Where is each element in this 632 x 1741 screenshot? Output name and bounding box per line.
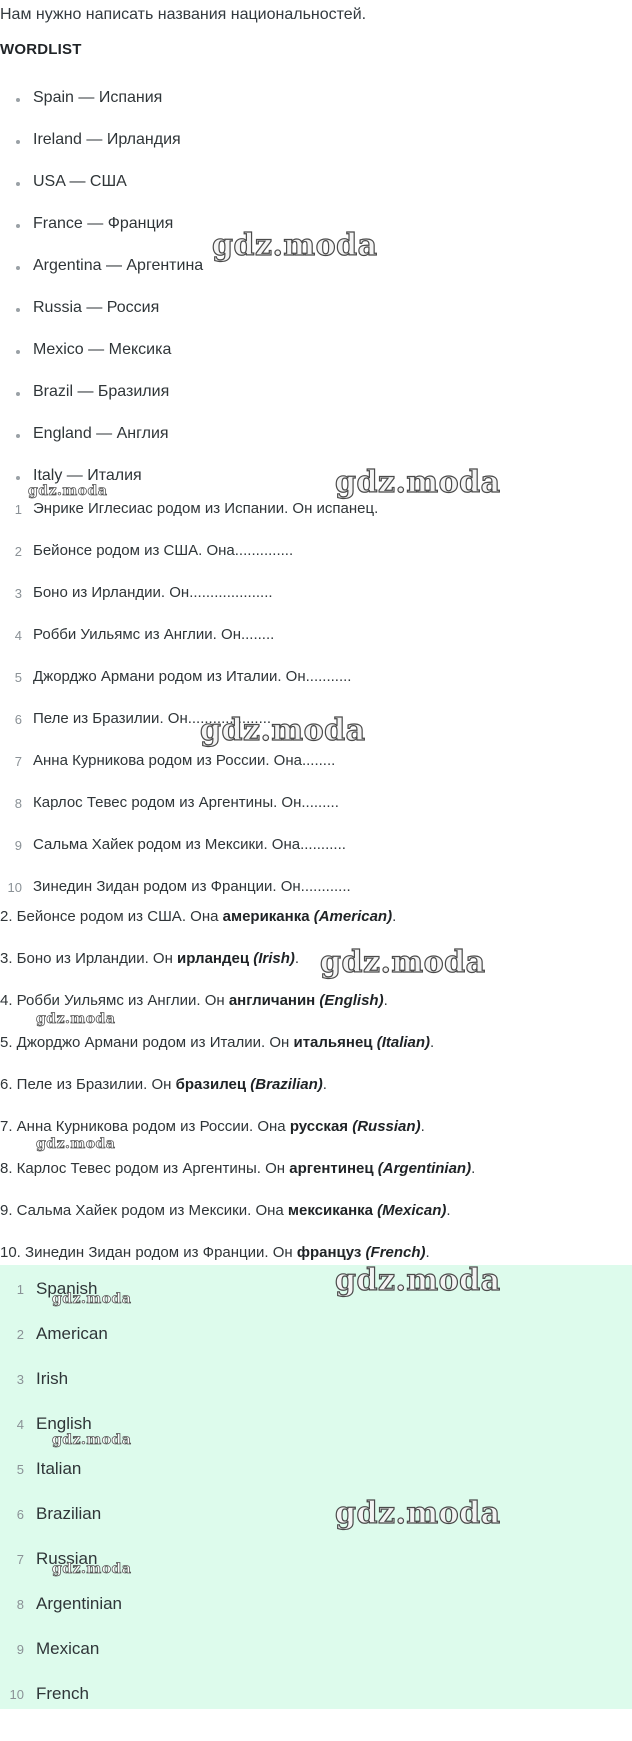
bullet (16, 476, 20, 480)
question-number: 5 (14, 670, 22, 685)
bullet (16, 182, 20, 186)
watermark: gdz.moda (212, 228, 378, 263)
question-number: 10 (7, 880, 22, 895)
key-number: 3 (16, 1372, 24, 1387)
watermark: gdz.moda (335, 465, 501, 500)
answer-line: 5. Джорджо Армани родом из Италии. Он итальянец (Italian). (0, 1034, 435, 1051)
bullet (16, 266, 20, 270)
watermark: gdz.moda (335, 1263, 501, 1298)
key-item: Spanish (36, 1279, 98, 1298)
wordlist-item: France — Франция (33, 215, 174, 232)
wordlist-item: Italy — Италия (33, 467, 142, 484)
bullet (16, 350, 20, 354)
question-number: 7 (14, 754, 22, 769)
key-item: Italian (36, 1459, 82, 1478)
key-item: American (36, 1324, 108, 1343)
watermark: gdz.moda (52, 1432, 132, 1448)
question-number: 6 (14, 712, 22, 727)
key-number: 7 (16, 1552, 24, 1567)
watermark: gdz.moda (28, 483, 108, 499)
watermark: gdz.moda (52, 1291, 132, 1307)
wordlist-item: Russia — Россия (33, 299, 160, 316)
key-number: 6 (16, 1507, 24, 1522)
intro-text: Нам нужно написать названия национальностей. (0, 6, 367, 23)
question-text: Робби Уильямс из Англии. Он........ (33, 626, 275, 643)
question-number: 9 (14, 838, 22, 853)
watermark: gdz.moda (36, 1136, 116, 1152)
watermark: gdz.moda (36, 1011, 116, 1027)
key-number: 10 (9, 1687, 24, 1702)
wordlist-title: WORDLIST (0, 41, 82, 58)
bullet (16, 308, 20, 312)
key-item: Argentinian (36, 1594, 123, 1613)
answer-line: 7. Анна Курникова родом из России. Она русская (Russian). (0, 1118, 425, 1135)
answer-line: 8. Карлос Тевес родом из Аргентины. Он аргентинец (Argentinian). (0, 1160, 476, 1177)
bullet (16, 434, 20, 438)
watermark: gdz.moda (200, 713, 366, 748)
bullet (16, 140, 20, 144)
answer-key-panel (0, 1265, 632, 1709)
key-item: Mexican (36, 1639, 100, 1658)
answer-line: 4. Робби Уильямс из Англии. Он англичанин (English). (0, 992, 388, 1009)
bullet (16, 98, 20, 102)
bullet (16, 224, 20, 228)
watermark: gdz.moda (52, 1561, 132, 1577)
wordlist-item: Spain — Испания (33, 89, 163, 106)
answer-line: 6. Пеле из Бразилии. Он бразилец (Brazilian). (0, 1076, 327, 1093)
watermark: gdz.moda (335, 1496, 501, 1531)
key-item: Brazilian (36, 1504, 102, 1523)
answer-line: 9. Сальма Хайек родом из Мексики. Она мексиканка (Mexican). (0, 1202, 451, 1219)
bullet (16, 392, 20, 396)
question-text: Энрике Иглесиас родом из Испании. Он испанец. (33, 500, 379, 517)
key-item: Irish (36, 1369, 69, 1388)
key-item: Russian (36, 1549, 98, 1568)
question-number: 1 (14, 502, 22, 517)
key-number: 5 (16, 1462, 24, 1477)
question-text: Бейонсе родом из США. Она.............. (33, 542, 294, 559)
question-number: 8 (14, 796, 22, 811)
question-text: Джорджо Армани родом из Италии. Он........... (33, 668, 352, 685)
question-text: Сальма Хайек родом из Мексики. Она........... (33, 836, 346, 853)
wordlist-item: Mexico — Мексика (33, 341, 172, 358)
question-number: 2 (14, 544, 22, 559)
watermark: gdz.moda (320, 945, 486, 980)
key-item: English (36, 1414, 92, 1433)
wordlist-item: USA — США (33, 173, 127, 190)
question-text: Пеле из Бразилии. Он.................... (33, 710, 272, 727)
key-number: 9 (16, 1642, 24, 1657)
question-text: Боно из Ирландии. Он.................... (33, 584, 273, 601)
question-number: 4 (14, 628, 22, 643)
question-text: Зинедин Зидан родом из Франции. Он............ (33, 878, 351, 895)
wordlist-item: Brazil — Бразилия (33, 383, 170, 400)
question-number: 3 (14, 586, 22, 601)
question-text: Карлос Тевес родом из Аргентины. Он......... (33, 794, 339, 811)
key-number: 1 (16, 1282, 24, 1297)
wordlist-item: England — Англия (33, 425, 169, 442)
answer-line: 2. Бейонсе родом из США. Она американка (American). (0, 908, 397, 925)
key-number: 8 (16, 1597, 24, 1612)
answer-line: 10. Зинедин Зидан родом из Франции. Он француз (French). (0, 1244, 430, 1261)
wordlist-item: Argentina — Аргентина (33, 257, 204, 274)
answer-line: 3. Боно из Ирландии. Он ирландец (Irish). (0, 950, 300, 967)
question-text: Анна Курникова родом из России. Она........ (33, 752, 336, 769)
key-item: French (36, 1684, 89, 1703)
key-number: 2 (16, 1327, 24, 1342)
key-number: 4 (16, 1417, 24, 1432)
wordlist-item: Ireland — Ирландия (33, 131, 181, 148)
